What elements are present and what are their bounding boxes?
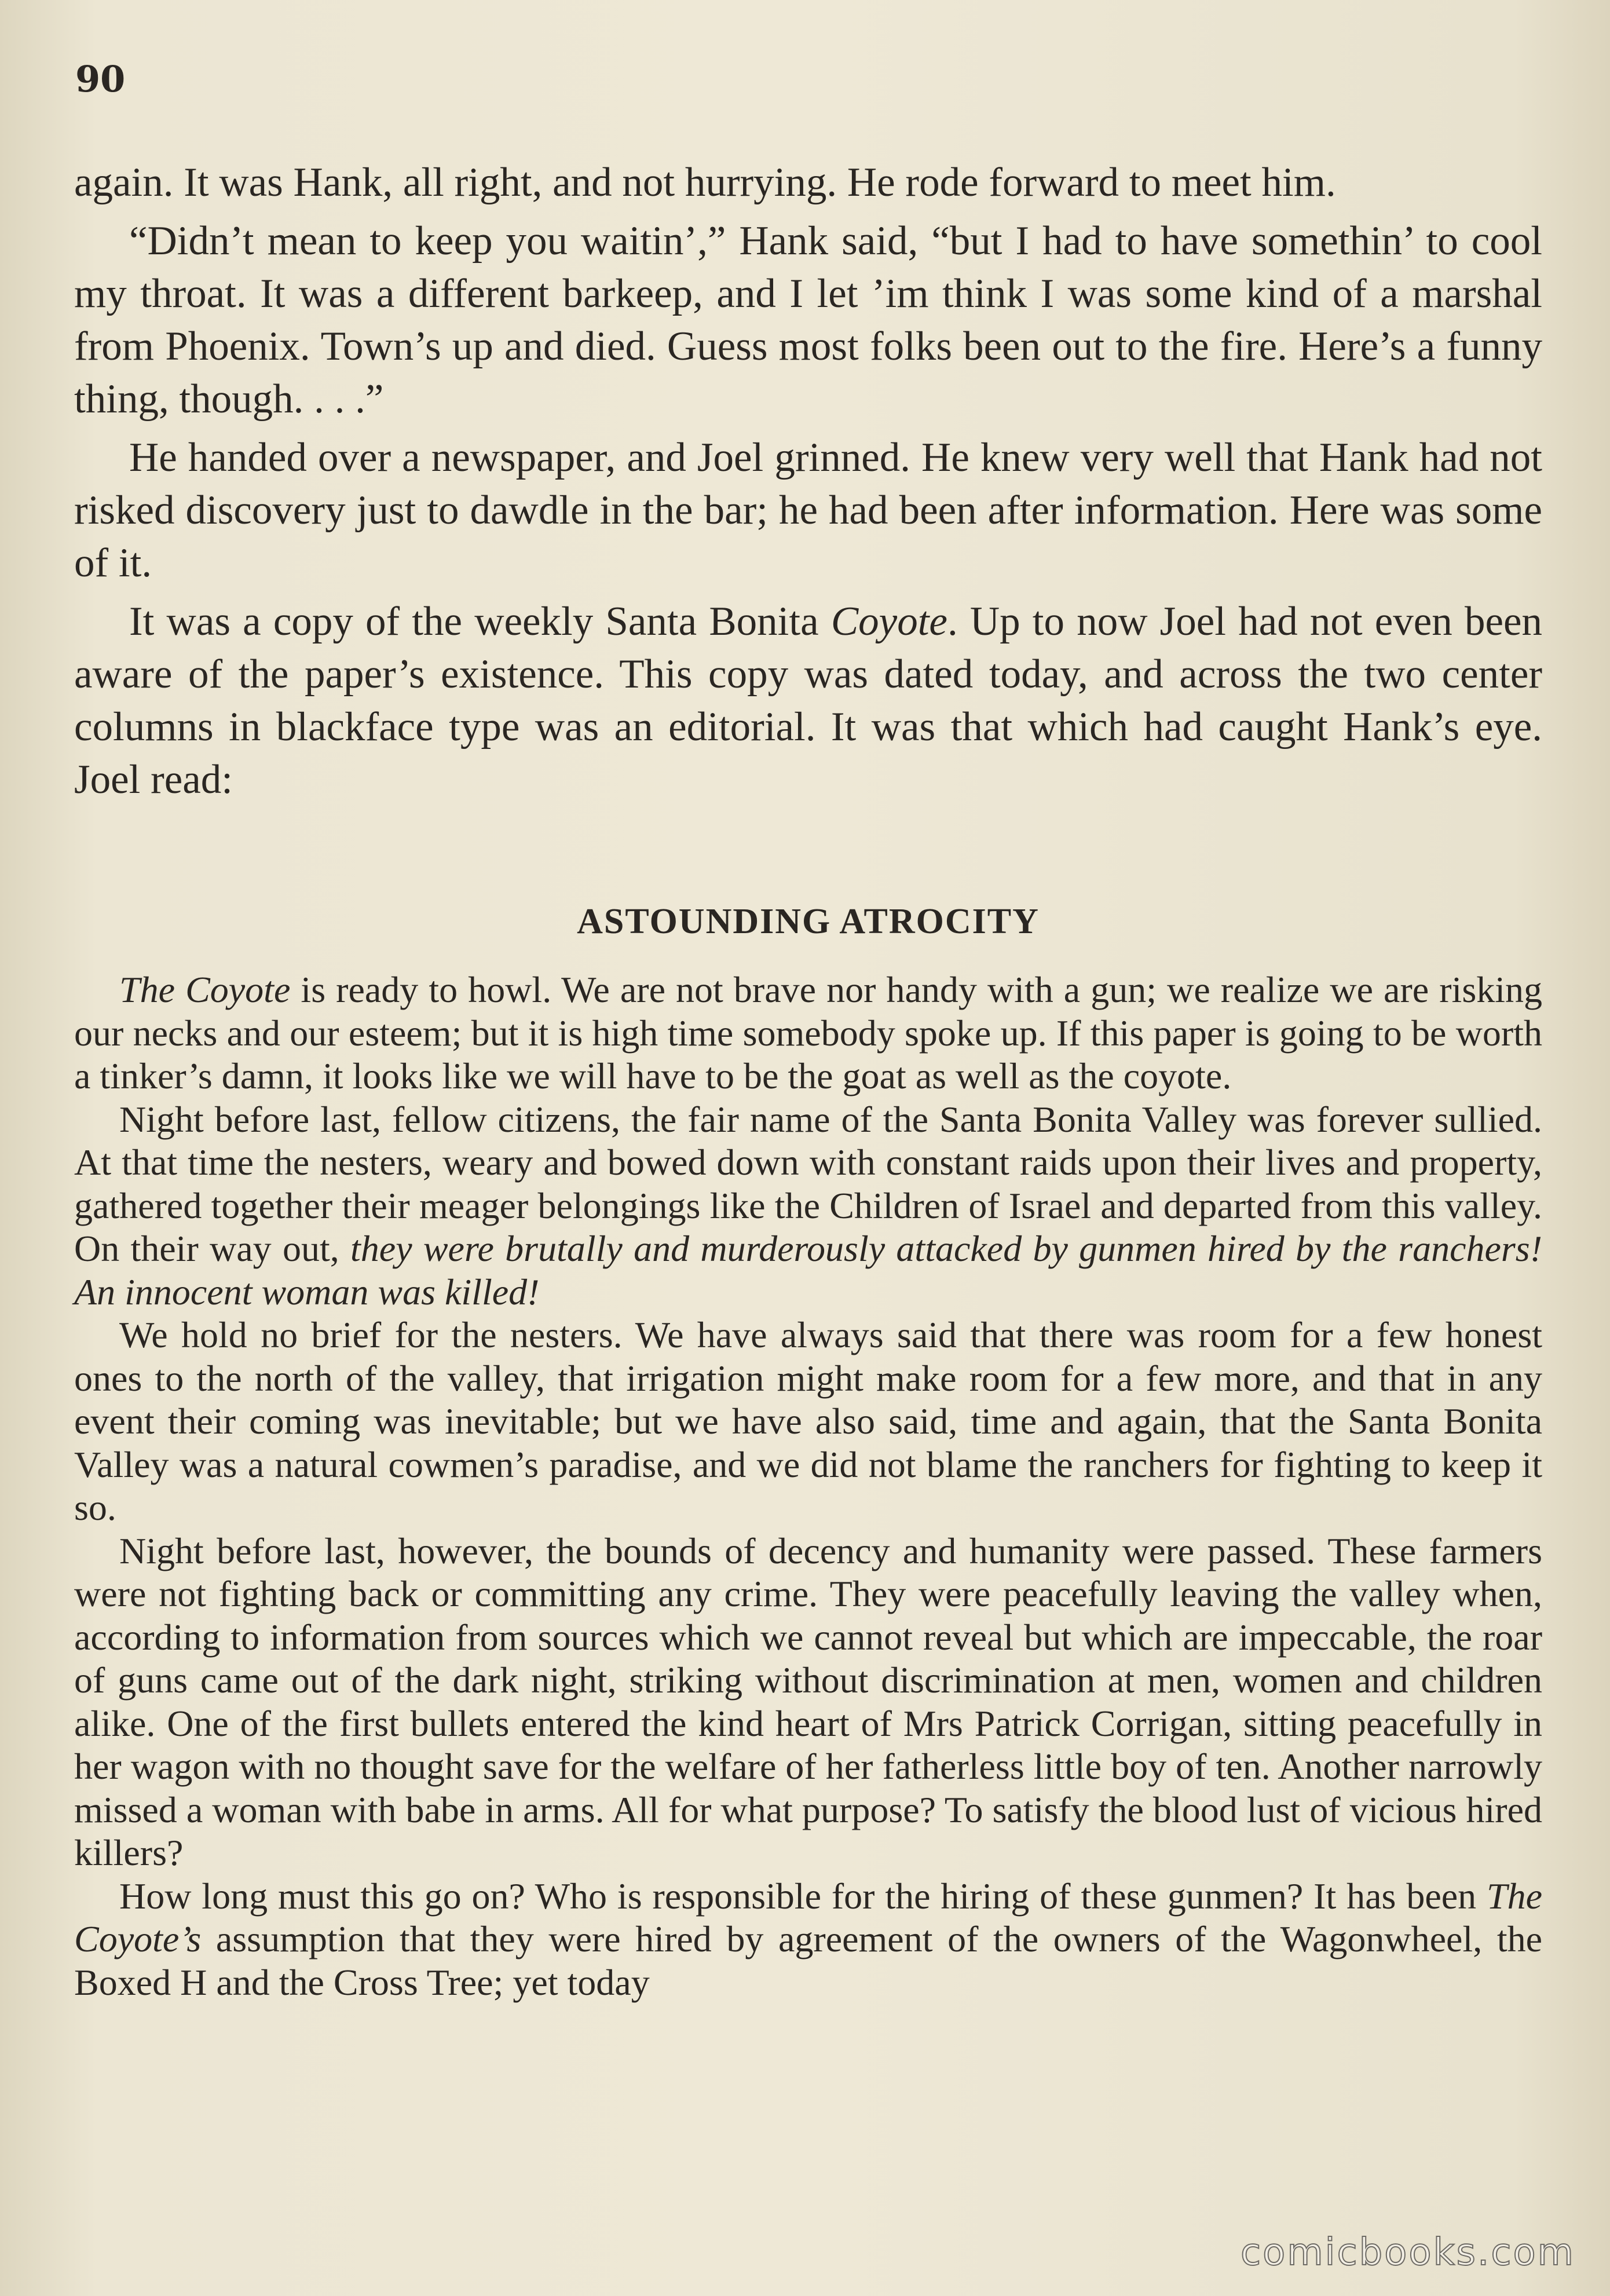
editorial-text-run: How long must this go on? Who is responsible for the hiring of these gunmen? It has been <box>119 1875 1487 1917</box>
page-number: 90 <box>75 58 126 100</box>
story-paragraph: again. It was Hank, all right, and not hurrying. He rode forward to meet him. <box>74 160 1336 205</box>
editorial-paragraph: Night before last, however, the bounds of decency and humanity were passed. These farmers were not fighting back or committing any crime. They were peacefully leaving the valley when, according to information from sources which we cannot reveal but which are impeccable, the roar of guns came out of the dark night, striking without discrimination at men, women and children alike. One of the first bullets entered the kind heart of Mrs Patrick Corrigan, sitting peacefully in her wagon with no thought save for the welfare of her fatherless little boy of ten. Another narrowly missed a woman with babe in arms. All for what purpose? To satisfy the blood lust of vicious hired killers? <box>74 1530 1542 1873</box>
editorial-text-run: assumption that they were hired by agreement of the owners of the Wagonwheel, the Boxed H and the Cross Tree; yet today <box>74 1918 1542 2003</box>
newspaper-name: The Coyote <box>119 969 291 1010</box>
editorial-paragraph <box>74 1098 1542 1314</box>
story-text-run: It was a copy of the weekly Santa Bonita <box>129 599 831 644</box>
story-text <box>74 156 1542 812</box>
editorial-paragraph <box>74 968 1542 1098</box>
editorial-paragraph <box>74 1875 1542 2005</box>
newspaper-name: Coyote <box>830 599 947 644</box>
story-paragraph: “Didn’t mean to keep you waitin’,” Hank said, “but I had to have somethin’ to cool my throat. It was a different barkeep, and I let ’im think I was some kind of a marshal from Phoenix. Town’s up and died. Guess most folks been out to the fire. Here’s a funny thing, though. . . .” <box>74 218 1542 422</box>
newspaper-name: The Coyote’s <box>74 1875 1542 1959</box>
story-paragraph: He handed over a newspaper, and Joel grinned. He knew very well that Hank had not risked discovery just to dawdle in the bar; he had been after information. Here was some of it. <box>74 435 1542 586</box>
editorial-text-run: is ready to howl. We are not brave nor handy with a gun; we realize we are risking our necks and our esteem; but it is high time somebody spoke up. If this paper is going to be worth a tinker’s damn, it looks like we will have to be the goat as well as the coyote. <box>74 969 1543 1096</box>
watermark: comicbooks.com <box>1240 2231 1575 2274</box>
editorial-text <box>74 968 1542 2004</box>
story-paragraph <box>74 595 1542 806</box>
editorial-emphasis: they were brutally and murderously attacked by gunmen hired by the ranchers! An innocent woman was killed! <box>74 1228 1543 1312</box>
editorial-heading: ASTOUNDING ATROCITY <box>577 902 1040 941</box>
editorial-text-run: Night before last, fellow citizens, the fair name of the Santa Bonita Valley was forever sullied. At that time the nesters, weary and bowed down with constant raids upon their lives and property, gathered together their meager belongings like the Children of Israel and departed from this valley. On their way out, <box>74 1098 1542 1269</box>
story-text-run: . Up to now Joel had not even been aware of the paper’s existence. This copy was dated today, and across the two center columns in blackface type was an editorial. It was that which had caught Hank’s eye. Joel read: <box>74 599 1542 802</box>
editorial-paragraph: We hold no brief for the nesters. We have always said that there was room for a few honest ones to the north of the valley, that irrigation might make room for a few more, and that in any event their coming was inevitable; but we have also said, time and again, that the Santa Bonita Valley was a natural cowmen’s paradise, and we did not blame the ranchers for fighting to keep it so. <box>74 1314 1542 1528</box>
